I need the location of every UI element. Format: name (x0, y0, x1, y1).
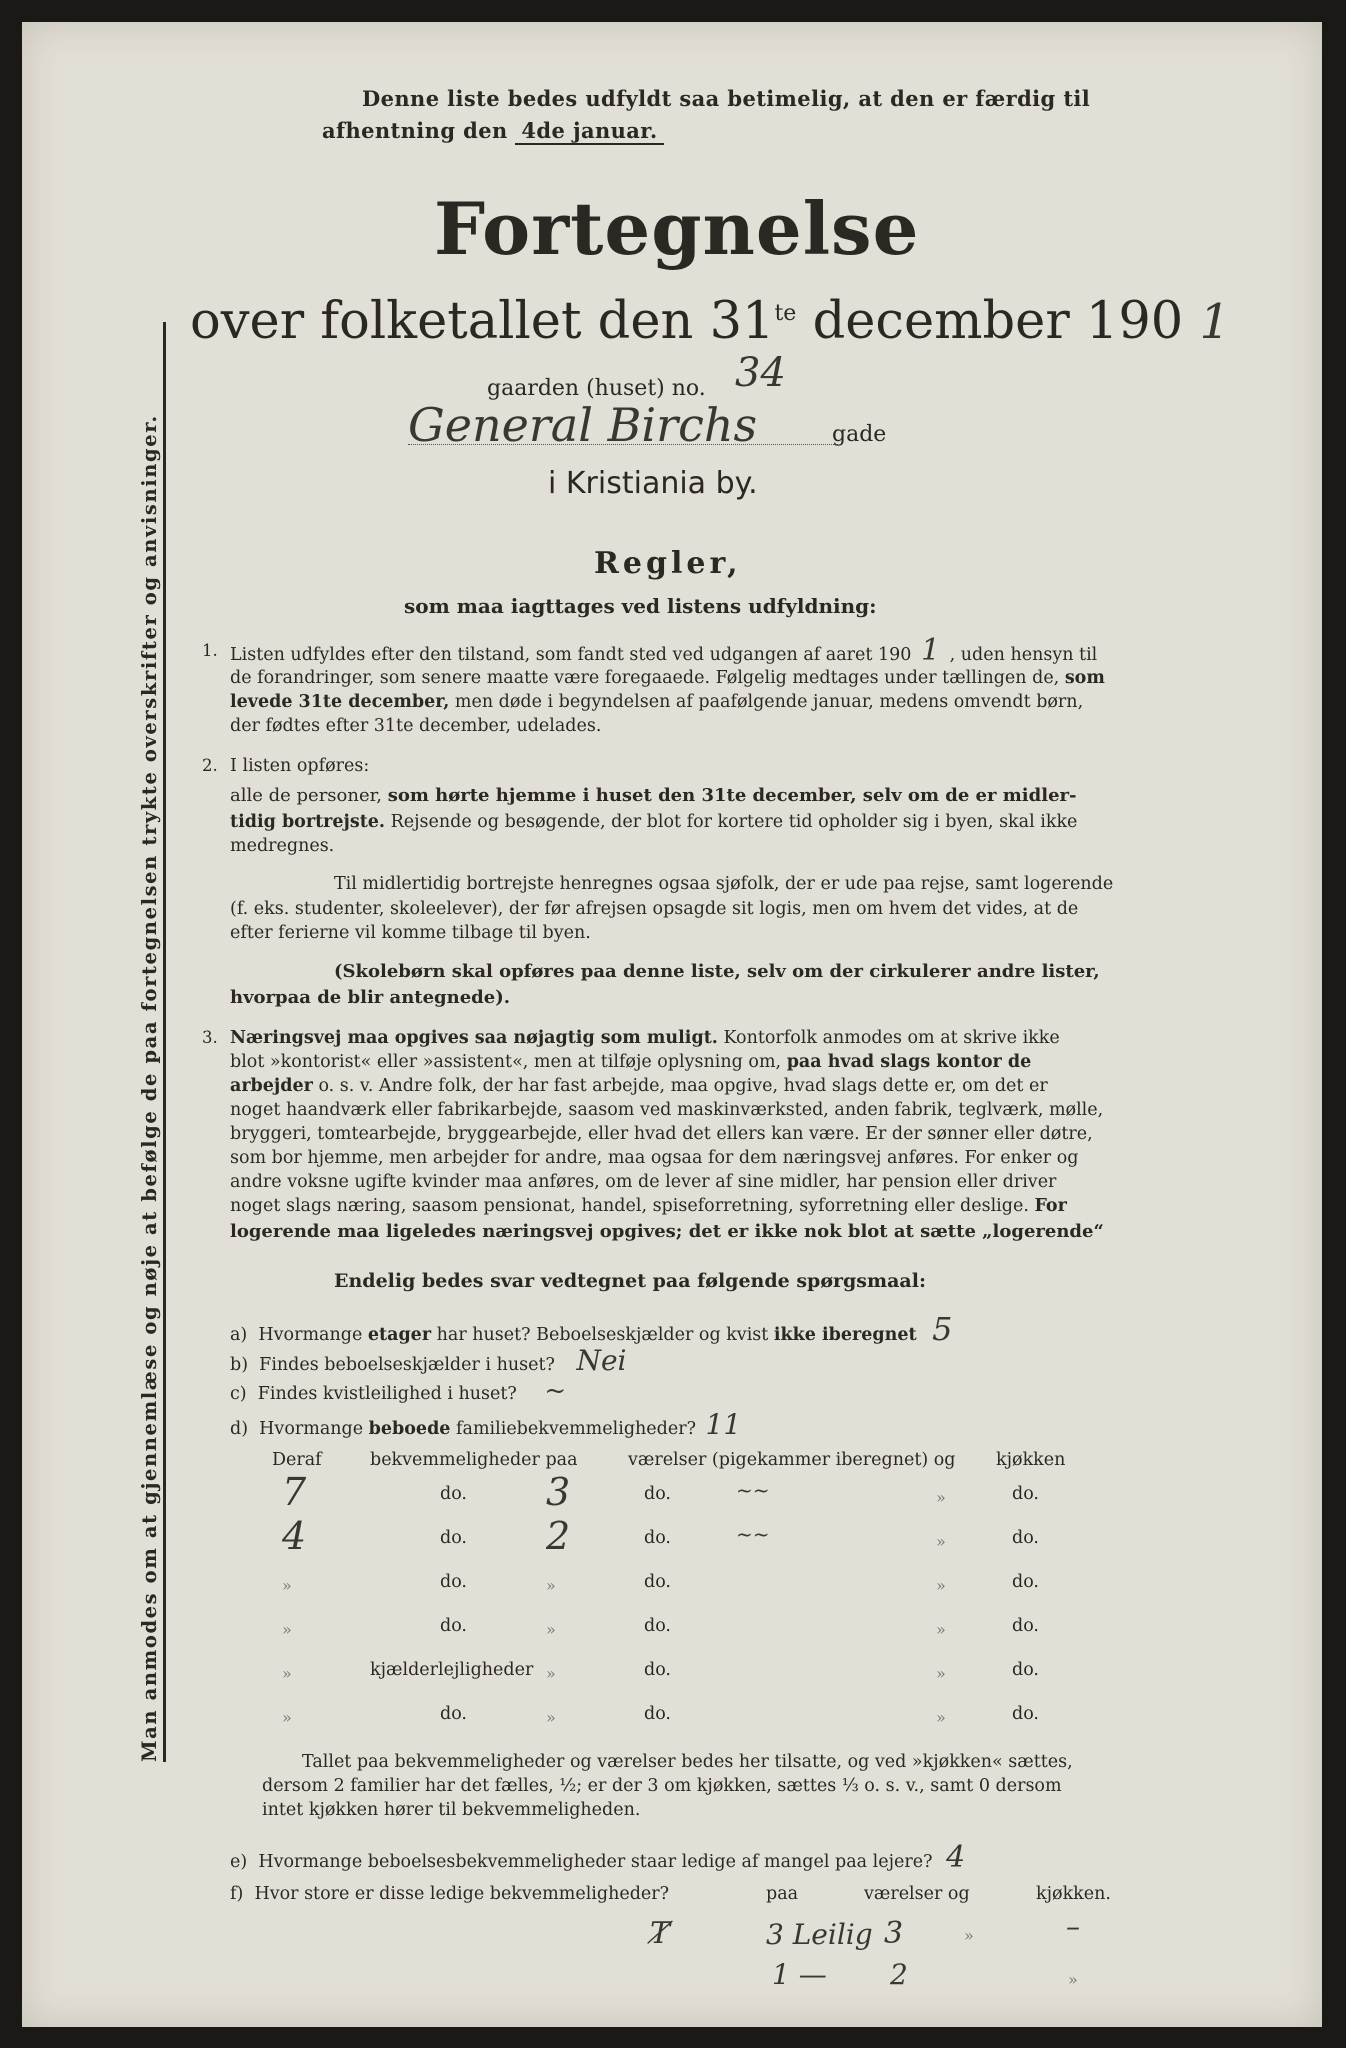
question-f-kjok: kjøkken. (1036, 1884, 1111, 1904)
row-quote: » (936, 1488, 946, 1507)
gade-label: gade (832, 422, 887, 447)
rule-2-num: 2. (202, 756, 218, 775)
subtitle (190, 292, 1230, 351)
row-count: » (282, 1664, 292, 1683)
row-do1: do. (440, 1616, 467, 1636)
question-b: b) Findes beboelseskjælder i huset? Nei (230, 1344, 627, 1377)
row-count: 7 (282, 1470, 307, 1514)
question-a: a) Hvormange etager har huset? Beboelseskjælder og kvist ikke iberegnet 5 (230, 1310, 953, 1348)
row-quote: » (936, 1532, 946, 1551)
question-d: d) Hvormange beboede familiebekvemmeligheder? 11 (230, 1408, 742, 1441)
row-quote: » (936, 1620, 946, 1639)
house-number: 34 (735, 350, 786, 396)
row-do3: do. (1012, 1528, 1039, 1548)
rule-2-line-8: (Skolebørn skal opføres paa denne liste, selv om der cirkulerer andre lister, (334, 961, 1100, 982)
row-rooms: » (546, 1708, 556, 1727)
row-do1: do. (440, 1572, 467, 1592)
questions-intro: Endelig bedes svar vedtegnet paa følgende spørgsmaal: (334, 1270, 926, 1292)
row-count: » (282, 1576, 292, 1595)
gaarden-label: gaarden (huset) no. (487, 376, 706, 401)
row-rooms: » (546, 1620, 556, 1639)
row-do3: do. (1012, 1572, 1039, 1592)
row-do3: do. (1012, 1660, 1039, 1680)
rule-2-line-1: I listen opføres: (230, 756, 370, 776)
rule-3-line-3: arbejder o. s. v. Andre folk, der har fast arbejde, maa opgive, hvad slags dette er, om det er (230, 1076, 1048, 1096)
header-prefix: afhentning den (322, 118, 508, 143)
row-do2: do. (644, 1528, 671, 1548)
header-line-2 (322, 118, 664, 143)
street-name: General Birchs (408, 398, 758, 452)
vacant-mark: Ⱦ (650, 1916, 671, 1951)
header-line-1: Denne liste bedes udfyldt saa betimelig, at den er færdig til (362, 86, 1091, 111)
rule-3-line-6: som bor hjemme, men arbejder for andre, maa ogsaa for dem næringsvej anføres. For enker og (230, 1148, 1079, 1168)
vacant-row1-d: – (1066, 1910, 1080, 1943)
vacant-row1-a: 3 Leilig (766, 1918, 873, 1951)
rule-2-line-2: alle de personer, som hørte hjemme i huset den 31te december, selv om de er midler- (230, 785, 1077, 806)
street-underline (408, 444, 838, 445)
row-do2: do. (644, 1704, 671, 1724)
subtitle-text: over folketallet den 31 (190, 292, 775, 351)
rule-1-line-4: der fødtes efter 31te december, udelades. (230, 716, 602, 736)
rule-3-num: 3. (202, 1028, 218, 1047)
row-quote: » (936, 1576, 946, 1595)
rule-3-line-8: noget slags næring, saasom pensionat, handel, spiseforretning, syforretning eller deslige. For (230, 1196, 1067, 1216)
question-e: e) Hvormange beboelsesbekvemmeligheder staar ledige af mangel paa lejere? 4 (230, 1840, 966, 1875)
vacant-row2-b: 2 (890, 1958, 908, 1991)
row-mid: ~~ (736, 1478, 770, 1502)
table-note-3: intet kjøkken hører til bekvemmeligheden. (262, 1800, 641, 1820)
question-f: f) Hvor store er disse ledige bekvemmeligheder? (230, 1884, 670, 1904)
table-header-kjokken: kjøkken (996, 1450, 1066, 1470)
row-rooms: » (546, 1576, 556, 1595)
subtitle-year-hand: 1 (1199, 294, 1231, 350)
rule-3-line-4: noget haandværk eller fabrikarbejde, saasom ved maskinværksted, anden fabrik, teglværk, mølle, (230, 1100, 1104, 1120)
rule-2-line-4: medregnes. (230, 836, 335, 856)
city-line: i Kristiania by. (548, 466, 758, 501)
rule-3-line-2: blot »kontorist« eller »assistent«, men at tilføje oplysning om, paa hvad slags kontor de (230, 1052, 1032, 1072)
row-do2: do. (644, 1484, 671, 1504)
row-do2: do. (644, 1616, 671, 1636)
question-f-vaer: værelser og (864, 1884, 970, 1904)
rule-1-line-2: de forandringer, som senere maatte være foregaaede. Følgelig medtages under tællingen de, som (230, 668, 1105, 688)
row-do3: do. (1012, 1616, 1039, 1636)
side-instruction: Man anmodes om at gjennemlæse og nøje at befølge de paa fortegnelsen trykte overskrifter og anvisninger. (138, 322, 166, 1762)
row-do2: do. (644, 1660, 671, 1680)
rule-1-line-1: Listen udfyldes efter den tilstand, som fandt sted ved udgangen af aaret 190 1 , uden hensyn til (230, 633, 1098, 668)
subtitle-sup: te (774, 301, 797, 326)
page-title: Fortegnelse (434, 186, 920, 271)
rule-2-line-5: Til midlertidig bortrejste henregnes ogsaa sjøfolk, der er ude paa rejse, samt logerende (334, 874, 1114, 894)
row-quote: » (936, 1664, 946, 1683)
rule-3-line-5: bryggeri, tomtearbejde, bryggearbejde, eller hvad det ellers kan være. Er der sønner eller døtre, (230, 1124, 1093, 1144)
rule-3-line-9: logerende maa ligeledes næringsvej opgives; det er ikke nok blot at sætte „logerende“ (230, 1221, 1104, 1242)
row-do1: do. (440, 1484, 467, 1504)
table-note-1: Tallet paa bekvemmeligheder og værelser bedes her tilsatte, og ved »kjøkken« sættes, (302, 1752, 1073, 1772)
row-do2: do. (644, 1572, 671, 1592)
row-count: » (282, 1708, 292, 1727)
question-c: c) Findes kvistleilighed i huset? ~ (230, 1376, 567, 1406)
rule-1-num: 1. (202, 641, 218, 660)
rule-2-line-7: efter ferierne vil komme tilbage til byen. (230, 923, 591, 943)
row-do3: do. (1012, 1704, 1039, 1724)
row-rooms: » (546, 1664, 556, 1683)
rules-subheading: som maa iagttages ved listens udfyldning: (404, 594, 877, 618)
rule-3-line-1: Næringsvej maa opgives saa nøjagtig som muligt. Kontorfolk anmodes om at skrive ikke (230, 1028, 1060, 1048)
row-do3: do. (1012, 1484, 1039, 1504)
row-count: » (282, 1620, 292, 1639)
rule-2-line-3: tidig bortrejste. Rejsende og besøgende, der blot for kortere tid opholder sig i byen, skal ikke (230, 812, 1078, 832)
vacant-row1-b: 3 (884, 1916, 904, 1951)
row-do1: do. (440, 1528, 467, 1548)
row-rooms: 3 (546, 1470, 571, 1514)
row-mid: ~~ (736, 1522, 770, 1546)
row-quote: » (936, 1708, 946, 1727)
rule-3-line-7: andre voksne ugifte kvinder maa anføres, om de lever af sine midler, har pension eller driver (230, 1172, 1057, 1192)
rule-2-line-6: (f. eks. studenter, skoleelever), der før afrejsen opsagde sit logis, men om hvem det vides, at de (230, 899, 1079, 919)
rules-heading: Regler, (594, 546, 742, 581)
table-note-2: dersom 2 familier har det fælles, ½; er der 3 om kjøkken, sættes ⅓ o. s. v., samt 0 dersom (262, 1776, 1062, 1796)
rule-2-line-9: hvorpaa de blir antegnede). (230, 987, 510, 1008)
vacant-row2-c: » (1068, 1970, 1078, 1989)
table-header-vaer: værelser (pigekammer iberegnet) og (628, 1450, 956, 1470)
vacant-row2-a: 1 — (772, 1958, 827, 1991)
subtitle-text2: december 190 (812, 292, 1184, 351)
rule-1-line-3: levede 31te december, men døde i begyndelsen af paafølgende januar, medens omvendt børn, (230, 692, 1084, 712)
row-do1: kjælderlejligheder (370, 1660, 534, 1680)
table-header-deraf: Deraf (272, 1450, 322, 1470)
row-do1: do. (440, 1704, 467, 1724)
vacant-row1-c: » (964, 1926, 974, 1945)
question-f-paa: paa (766, 1884, 799, 1904)
row-rooms: 2 (546, 1514, 571, 1558)
row-count: 4 (282, 1514, 307, 1558)
header-date: 4de januar. (515, 118, 663, 145)
table-header-bekv: bekvemmeligheder paa (370, 1450, 578, 1470)
